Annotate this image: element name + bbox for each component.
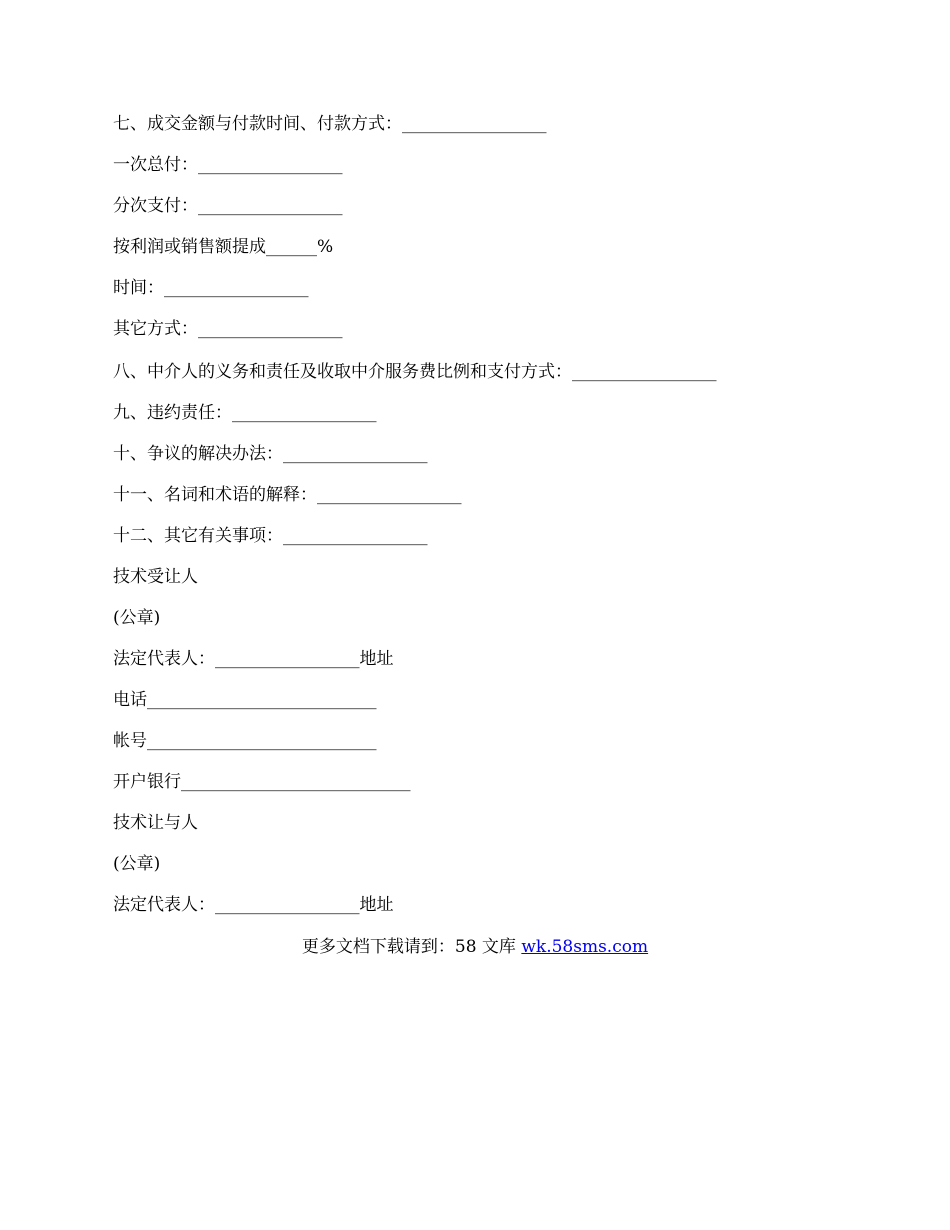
- transferor-heading: 技术让与人: [113, 813, 198, 833]
- transferee-representative: 法定代表人：_________________地址: [113, 649, 394, 669]
- clause-7-payment: 七、成交金额与付款时间、付款方式：_________________: [113, 114, 547, 134]
- transferor-seal: (公章): [113, 854, 161, 874]
- clause-9-liability: 九、违约责任：_________________: [113, 403, 377, 423]
- footer: [0, 935, 950, 959]
- clause-10-dispute: 十、争议的解决办法：_________________: [113, 444, 428, 464]
- footer-link[interactable]: wk.58sms.com: [521, 937, 649, 957]
- transferee-heading: 技术受让人: [113, 567, 198, 587]
- transferor-representative: 法定代表人：_________________地址: [113, 895, 394, 915]
- other-method-line: 其它方式：_________________: [113, 319, 343, 339]
- footer-text: 更多文档下载请到：58 文库: [301, 937, 522, 957]
- clause-11-terms: 十一、名词和术语的解释：_________________: [113, 485, 462, 505]
- profit-share-line: 按利润或销售额提成______%: [113, 237, 334, 257]
- transferee-seal: (公章): [113, 608, 161, 628]
- time-line: 时间：_________________: [113, 278, 309, 298]
- transferee-bank: 开户银行___________________________: [113, 772, 411, 792]
- transferee-phone: 电话___________________________: [113, 690, 377, 710]
- installment-line: 分次支付：_________________: [113, 196, 343, 216]
- transferee-account: 帐号___________________________: [113, 731, 377, 751]
- clause-12-other: 十二、其它有关事项：_________________: [113, 526, 428, 546]
- lump-sum-line: 一次总付：_________________: [113, 155, 343, 175]
- clause-8-intermediary: 八、中介人的义务和责任及收取中介服务费比例和支付方式：_________________: [113, 362, 717, 382]
